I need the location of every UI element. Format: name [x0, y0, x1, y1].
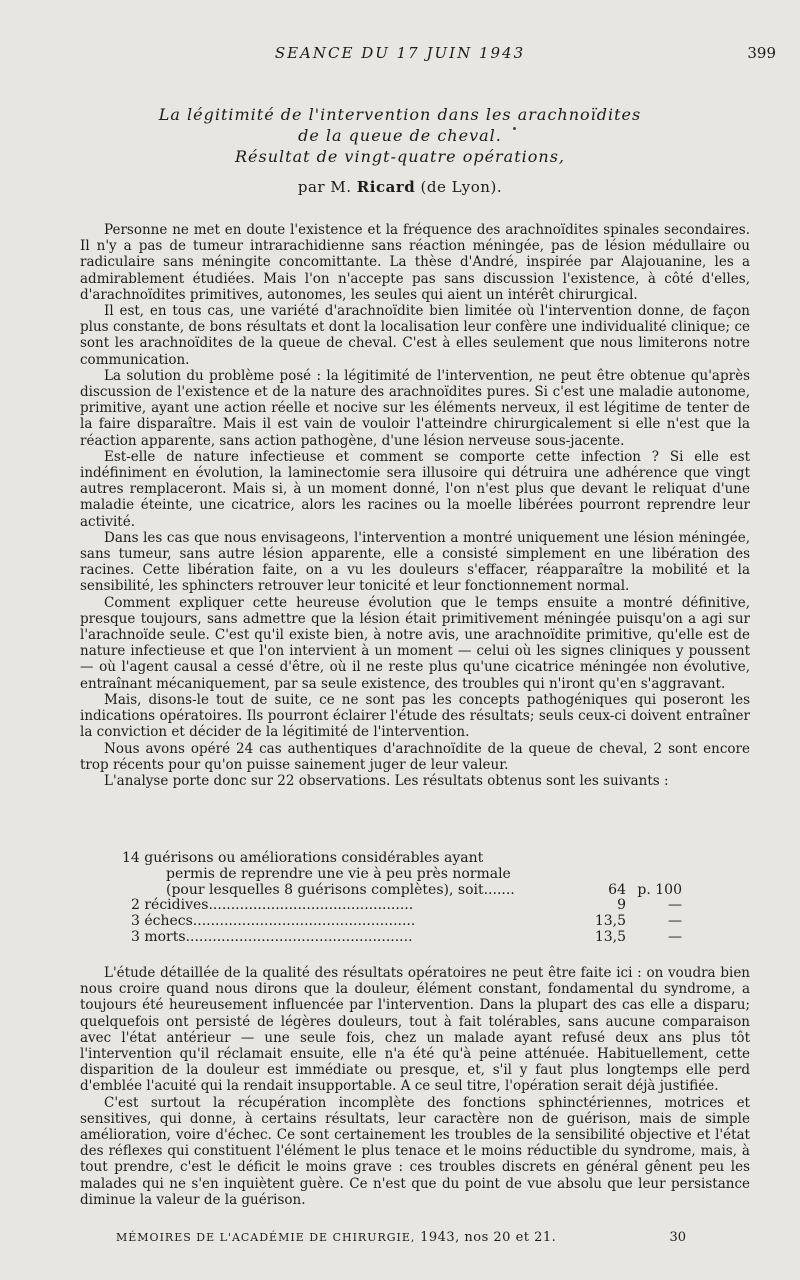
results-row: [122, 930, 682, 946]
results-row: [122, 883, 682, 899]
results-label: 14 guérisons ou améliorations considérables ayant: [122, 850, 484, 866]
results-label: 3 morts...................................................: [131, 928, 413, 945]
results-value: 13,5: [594, 913, 626, 930]
footer-citation: [116, 1230, 556, 1245]
results-unit: p. 100: [637, 881, 682, 898]
article-title: [0, 104, 800, 167]
results-table: [122, 851, 682, 946]
paragraph: C'est surtout la récupération incomplète des fonctions sphinctériennes, motrices et sensitives, qui donne, à certains résultats, leur caractère non de guérison, mais de simple amélioration, voire d'échec. Ce sont certainement les troubles de la sensibilité objective et l'état des réflexes qui constituent l'élément le plus tenace et le moins réductible du syndrome, mais, à tout prendre, c'est le déficit le moins grave : ces troubles discrets en général gênent peu les malades qui ne s'en inquiètent guère. Ce n'est que du point de vue absolu que leur persistance diminue la valeur de la guérison.: [80, 1094, 750, 1208]
signature-mark: 30: [669, 1230, 686, 1245]
results-row: [122, 867, 682, 883]
byline-prefix: par M.: [297, 178, 352, 196]
print-speck: [513, 127, 516, 130]
paragraph: La solution du problème posé : la légitimité de l'intervention, ne peut être obtenue qu'après discussion de l'existence et de la nature des arachnoïdites pures. Si c'est une maladie autonome, primitive, ayant une action réelle et nocive sur les éléments nerveux, il est légitime de tenter de la faire disparaître. Mais il est vain de vouloir l'atteindre chirurgicalement si elle n'est que la réaction apparente, sans action pathogène, d'une lésion nerveuse sous-jacente.: [80, 367, 750, 449]
results-label: permis de reprendre une vie à peu près normale: [166, 865, 511, 882]
results-unit: —: [668, 913, 682, 930]
article-title-line-3: Résultat de vingt-quatre opérations,: [235, 147, 565, 166]
paragraph: Comment expliquer cette heureuse évolution que le temps ensuite a montré définitive, presque toujours, sans admettre que la lésion était primitivement méningée puisqu'on a agi sur l'arachnoïde seule. C'est qu'il existe bien, à notre avis, une arachnoïdite primitive, qu'elle est de nature infectieuse et que l'on intervient à un moment — celui où les signes cliniques y poussent — où l'agent causal a cessé d'être, où il ne reste plus qu'une cicatrice méningée non évolutive, entraînant mécaniquement, par sa seule existence, des troubles qui n'iront qu'en s'aggravant.: [80, 594, 750, 692]
paragraph: L'analyse porte donc sur 22 observations. Les résultats obtenus sont les suivants :: [104, 772, 669, 789]
running-head-title: SEANCE DU 17 JUIN 1943: [274, 44, 526, 62]
results-label: 2 récidives..............................................: [131, 897, 414, 914]
page-number: 399: [747, 44, 776, 62]
footer: [116, 1230, 686, 1250]
results-row: [122, 898, 682, 914]
footer-year-issue: 1943, nos 20 et 21.: [420, 1230, 557, 1245]
results-value: 9: [617, 897, 626, 914]
results-value: 64: [608, 881, 626, 898]
byline-suffix: (de Lyon).: [420, 178, 503, 196]
footer-journal: MÉMOIRES DE L'ACADÉMIE DE CHIRURGIE,: [116, 1231, 416, 1244]
results-label: (pour lesquelles 8 guérisons complètes), soit.......: [166, 881, 515, 898]
results-value: 13,5: [594, 928, 626, 945]
running-head: [0, 44, 800, 66]
results-unit: —: [668, 928, 682, 945]
paragraph: Est-elle de nature infectieuse et comment se comporte cette infection ? Si elle est indéfiniment en évolution, la laminectomie sera illusoire qui détruira une adhérence que vingt autres remplaceront. Mais si, à un moment donné, l'on n'est plus que devant le reliquat d'une maladie éteinte, une cicatrice, alors les racines ou la moelle libérées pourront reprendre leur activité.: [80, 448, 750, 530]
paragraph: Mais, disons-le tout de suite, ce ne sont pas les concepts pathogéniques qui poseront les indications opératoires. Ils pourront éclairer l'étude des résultats; seuls ceux-ci doivent entraîner la conviction et décider de la légitimité de l'intervention.: [80, 691, 750, 741]
body-text-continued: [80, 965, 750, 1208]
paragraph: Nous avons opéré 24 cas authentiques d'arachnoïdite de la queue de cheval, 2 sont encore trop récents pour qu'on puisse sainement juger de leur valeur.: [80, 740, 750, 773]
paragraph: Personne ne met en doute l'existence et la fréquence des arachnoïdites spinales secondaires. Il n'y a pas de tumeur intrarachidienne sans réaction méningée, pas de lésion médullaire ou radiculaire sans méningite concomittante. La thèse d'André, inspirée par Alajouanine, les a admirablement étudiées. Mais l'on n'accepte pas sans discussion l'existence, à côté d'elles, d'arachnoïdites primitives, autonomes, les seules qui aient un intérêt chirurgical.: [80, 222, 750, 303]
article-title-line-2: de la queue de cheval.: [298, 126, 502, 145]
paragraph: Dans les cas que nous envisageons, l'intervention a montré uniquement une lésion méningée, sans tumeur, sans autre lésion apparente, elle a consisté simplement en une libération des racines. Cette libération faite, on a vu les douleurs s'effacer, réapparaître la mobilité et la sensibilité, les sphincters retrouver leur tonicité et leur fonctionnement normal.: [80, 529, 750, 595]
results-row: [122, 914, 682, 930]
body-text: [80, 222, 750, 789]
results-row: [122, 851, 682, 867]
article-title-line-1: La légitimité de l'intervention dans les arachnoïdites: [158, 105, 642, 124]
paragraph: Il est, en tous cas, une variété d'arachnoïdite bien limitée où l'intervention donne, de façon plus constante, de bons résultats et dont la localisation leur confère une individualité clinique; ce sont les arachnoïdites de la queue de cheval. C'est à elles seulement que nous limiterons notre communication.: [80, 303, 750, 368]
paragraph: L'étude détaillée de la qualité des résultats opératoires ne peut être faite ici : on voudra bien nous croire quand nous dirons que la douleur, élément constant, fondamental du syndrome, a toujours été heureusement influencée par l'intervention. Dans la plupart des cas elle a disparu; quelquefois ont persisté de légères douleurs, tout à fait tolérables, sans aucune comparaison avec l'état antérieur — une seule fois, chez un malade ayant refusé deux ans plus tôt l'intervention qu'il réclamait ensuite, elle n'a été qu'à peine atténuée. Habituellement, cette disparition de la douleur est immédiate ou presque, et, s'il y faut plus longtemps elle perd d'emblée l'acuité qui la rendait insupportable. A ce seul titre, l'opération serait déjà justifiée.: [80, 965, 750, 1095]
byline: [0, 178, 800, 196]
results-unit: —: [668, 897, 682, 914]
results-label: 3 échecs..................................................: [131, 913, 416, 930]
author-name: Ricard: [356, 178, 416, 196]
